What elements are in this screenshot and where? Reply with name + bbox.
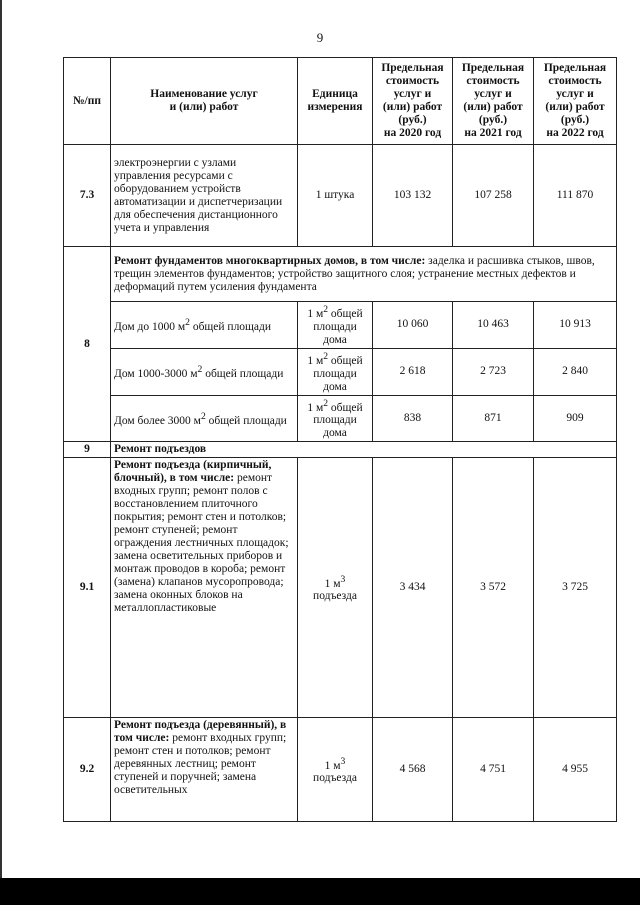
page-number: 9 <box>316 30 324 45</box>
header-2021 <box>453 58 534 145</box>
unit-text: 1 м <box>324 759 341 772</box>
unit-text: общей площади дома <box>313 307 363 346</box>
scan-left-edge <box>0 0 2 878</box>
row-value-2021: 4 751 <box>453 718 534 822</box>
header-line: услуг и <box>474 88 512 100</box>
table-header-row <box>64 58 617 145</box>
row-value-2020: 2 618 <box>373 348 453 395</box>
row-value-2021: 3 572 <box>453 458 534 718</box>
row-value-2021: 10 463 <box>453 302 534 349</box>
row-name <box>111 718 298 822</box>
row-name <box>111 458 298 718</box>
header-line: (или) работ <box>382 101 443 113</box>
row-value-2021: 2 723 <box>453 348 534 395</box>
unit-text: подъезда <box>313 772 357 785</box>
header-line: услуг и <box>393 88 432 100</box>
row-value-2021: 871 <box>453 395 534 442</box>
row-value-2020: 4 568 <box>373 718 453 822</box>
row-value-2022: 4 955 <box>534 718 617 822</box>
unit-sup: 2 <box>323 304 329 315</box>
section-row <box>64 442 617 458</box>
section-title <box>111 247 617 302</box>
row-value-2022: 909 <box>534 395 617 442</box>
price-table <box>63 57 617 822</box>
table-row <box>64 718 617 822</box>
row-num: 9.2 <box>64 718 111 822</box>
table-row <box>64 395 617 442</box>
header-2022 <box>534 58 617 145</box>
name-text: Дом 1000-3000 м <box>114 367 198 380</box>
header-line: Предельная <box>543 62 607 74</box>
section-row <box>64 247 617 302</box>
header-line: (руб.) <box>398 114 427 126</box>
row-name <box>111 348 298 395</box>
row-value-2021: 107 258 <box>453 145 534 247</box>
header-num: №/пп <box>64 58 111 145</box>
header-line: на 2020 год <box>383 127 442 139</box>
row-num: 9.1 <box>64 458 111 718</box>
name-text: общей площади <box>205 414 287 427</box>
table-row <box>64 302 617 349</box>
row-value-2020: 838 <box>373 395 453 442</box>
section-title-bold: Ремонт фундаментов многоквартирных домов, в том числе: <box>114 254 426 267</box>
header-unit-line: измерения <box>307 101 363 113</box>
section-num: 8 <box>64 247 111 442</box>
row-value-2020: 3 434 <box>373 458 453 718</box>
row-name-items: ремонт входных групп; ремонт стен и потолков; ремонт деревянных лестниц; ремонт ступеней и поручней; замена осветительных <box>114 732 287 797</box>
row-value-2022: 111 870 <box>534 145 617 247</box>
section-title-rest: заделка и расшивка стыков, швов, трещин элементов фундаментов; устройство защитного слоя; устранение местных дефектов и деформаций путем усиления фундамента <box>114 254 595 293</box>
row-value-2022: 10 913 <box>534 302 617 349</box>
header-line: стоимость <box>466 75 520 87</box>
unit-text: 1 м <box>324 577 341 590</box>
row-value-2020: 103 132 <box>373 145 453 247</box>
row-name-bold: Ремонт подъезда (кирпичный, блочный), в том числе: <box>114 459 272 485</box>
unit-text: 1 м <box>307 401 324 414</box>
name-text: общей площади <box>202 367 284 380</box>
name-sup: 2 <box>185 317 190 328</box>
unit-text: общей площади дома <box>313 401 363 440</box>
name-text: Дом до 1000 м <box>114 320 186 333</box>
row-unit <box>298 395 373 442</box>
header-2020 <box>373 58 453 145</box>
row-unit <box>298 718 373 822</box>
scan-bottom-edge <box>0 878 640 905</box>
unit-sup: 3 <box>340 573 346 585</box>
table-row <box>64 458 617 718</box>
section-num: 9 <box>64 442 111 458</box>
unit-text: подъезда <box>313 590 357 603</box>
name-sup: 2 <box>197 363 203 375</box>
header-line: Предельная <box>381 62 444 74</box>
row-name: электроэнергии с узлами управления ресурсами с оборудованием устройств автоматизации и диспетчеризации для обеспечения дистанционного учета и управления <box>111 145 298 247</box>
row-unit: 1 штука <box>298 145 373 247</box>
header-unit-line: Единица <box>312 88 358 100</box>
section-title: Ремонт подъездов <box>111 442 617 458</box>
row-num: 7.3 <box>64 145 111 247</box>
name-text: общей площади <box>189 320 272 333</box>
row-unit <box>298 302 373 349</box>
row-name <box>111 395 298 442</box>
table-row <box>64 145 617 247</box>
unit-sup: 2 <box>323 397 329 409</box>
name-sup: 2 <box>200 410 206 422</box>
row-value-2020: 10 060 <box>373 302 453 349</box>
header-line: Предельная <box>461 62 525 74</box>
row-name <box>111 302 298 349</box>
row-value-2022: 2 840 <box>534 348 617 395</box>
header-line: на 2022 год <box>546 127 604 139</box>
name-text: Дом более 3000 м <box>114 414 201 427</box>
header-line: (или) работ <box>545 101 605 113</box>
unit-text: общей площади дома <box>313 354 363 393</box>
header-line: (руб.) <box>478 114 508 126</box>
header-line: (или) работ <box>463 101 523 113</box>
header-name <box>111 58 298 145</box>
header-name-line: Наименование услуг <box>150 88 258 100</box>
row-value-2022: 3 725 <box>534 458 617 718</box>
header-line: (руб.) <box>560 114 590 126</box>
row-unit <box>298 458 373 718</box>
table-row <box>64 348 617 395</box>
unit-text: 1 м <box>307 307 324 320</box>
header-name-line: и (или) работ <box>169 101 239 113</box>
header-line: на 2021 год <box>464 127 522 139</box>
header-unit <box>298 58 373 145</box>
header-line: стоимость <box>385 75 440 87</box>
unit-sup: 3 <box>340 755 346 767</box>
unit-sup: 2 <box>323 350 329 362</box>
header-line: услуг и <box>556 88 594 100</box>
row-unit <box>298 348 373 395</box>
header-line: стоимость <box>548 75 602 87</box>
unit-text: 1 м <box>307 354 324 367</box>
row-name-items: ремонт входных групп; ремонт полов с восстановлением плиточного покрытия; ремонт стен и потолков; ремонт ступеней; ремонт ограждения лестничных площадок; замена осветительных приборов и монтаж проводов в короба; ремонт (замена) клапанов мусоропровода; замена оконных блоков на металлопластиковые <box>114 472 289 615</box>
row-name-bold: Ремонт подъезда (деревянный), в том числе: <box>114 719 287 745</box>
